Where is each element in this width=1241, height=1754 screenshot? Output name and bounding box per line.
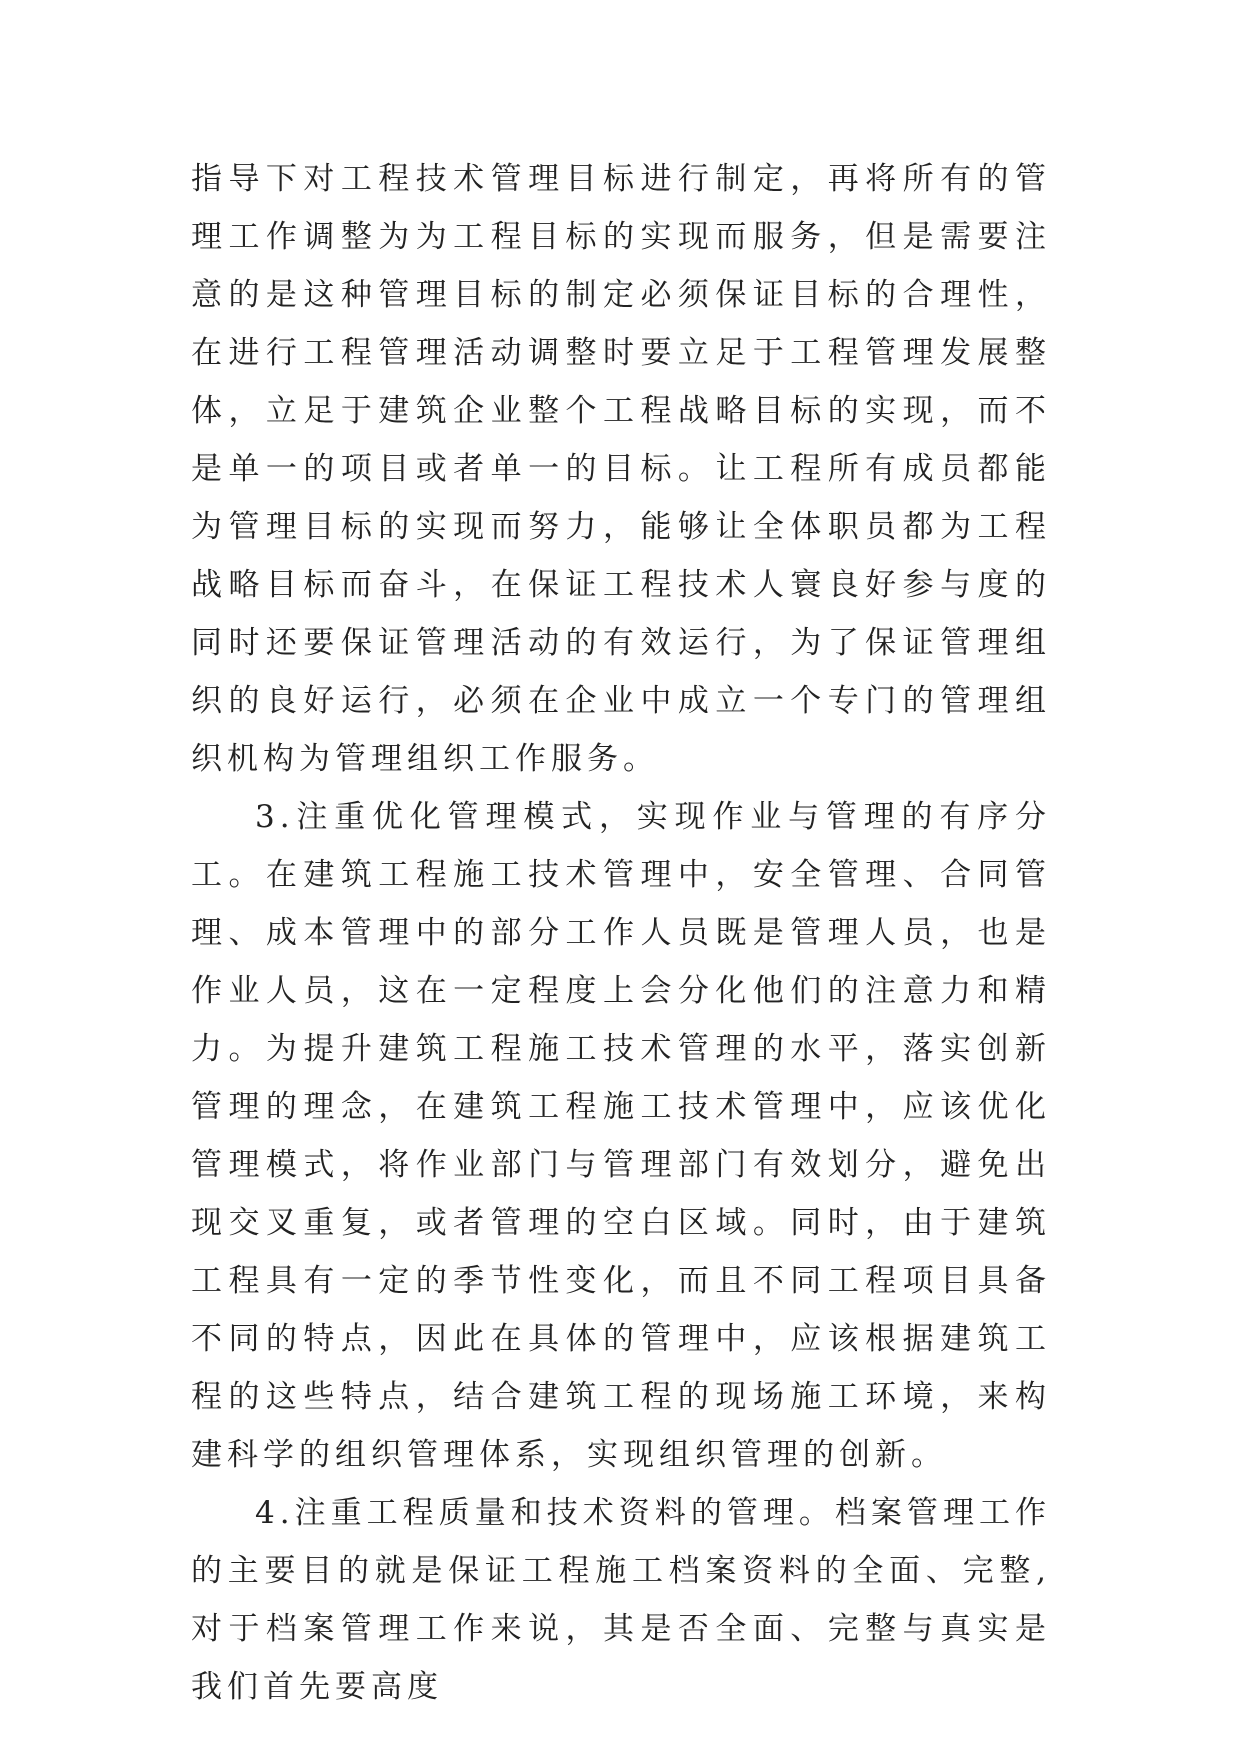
paragraph-continuation: 指导下对工程技术管理目标进行制定，再将所有的管理工作调整为为工程目标的实现而服务，但是需要注意的是这种管理目标的制定必须保证目标的合理性，在进行工程管理活动调整时要立足于工程管理发展整体，立足于建筑企业整个工程战略目标的实现，而不是单一的项目或者单一的目标。让工程所有成员都能为管理目标的实现而努力，能够让全体职员都为工程战略目标而奋斗，在保证工程技术人寰良好参与度的同时还要保证管理活动的有效运行，为了保证管理组织的良好运行，必须在企业中成立一个专门的管理组织机构为管理组织工作服务。 [191,161,1051,777]
paragraph-section-3: 3.注重优化管理模式，实现作业与管理的有序分工。在建筑工程施工技术管理中，安全管理、合同管理、成本管理中的部分工作人员既是管理人员，也是作业人员，这在一定程度上会分化他们的注意力和精力。为提升建筑工程施工技术管理的水平，落实创新管理的理念，在建筑工程施工技术管理中，应该优化管理模式，将作业部门与管理部门有效划分，避免出现交叉重复，或者管理的空白区域。同时，由于建筑工程具有一定的季节性变化，而且不同工程项目具备不同的特点，因此在具体的管理中，应该根据建筑工程的这些特点，结合建筑工程的现场施工环境，来构建科学的组织管理体系，实现组织管理的创新。 [191,799,1051,1473]
document-body [191,150,1051,1716]
paragraph-section-4: 4.注重工程质量和技术资料的管理。档案管理工作的主要目的就是保证工程施工档案资料的全面、完整,对于档案管理工作来说，其是否全面、完整与真实是我们首先要高度 [191,1495,1051,1705]
